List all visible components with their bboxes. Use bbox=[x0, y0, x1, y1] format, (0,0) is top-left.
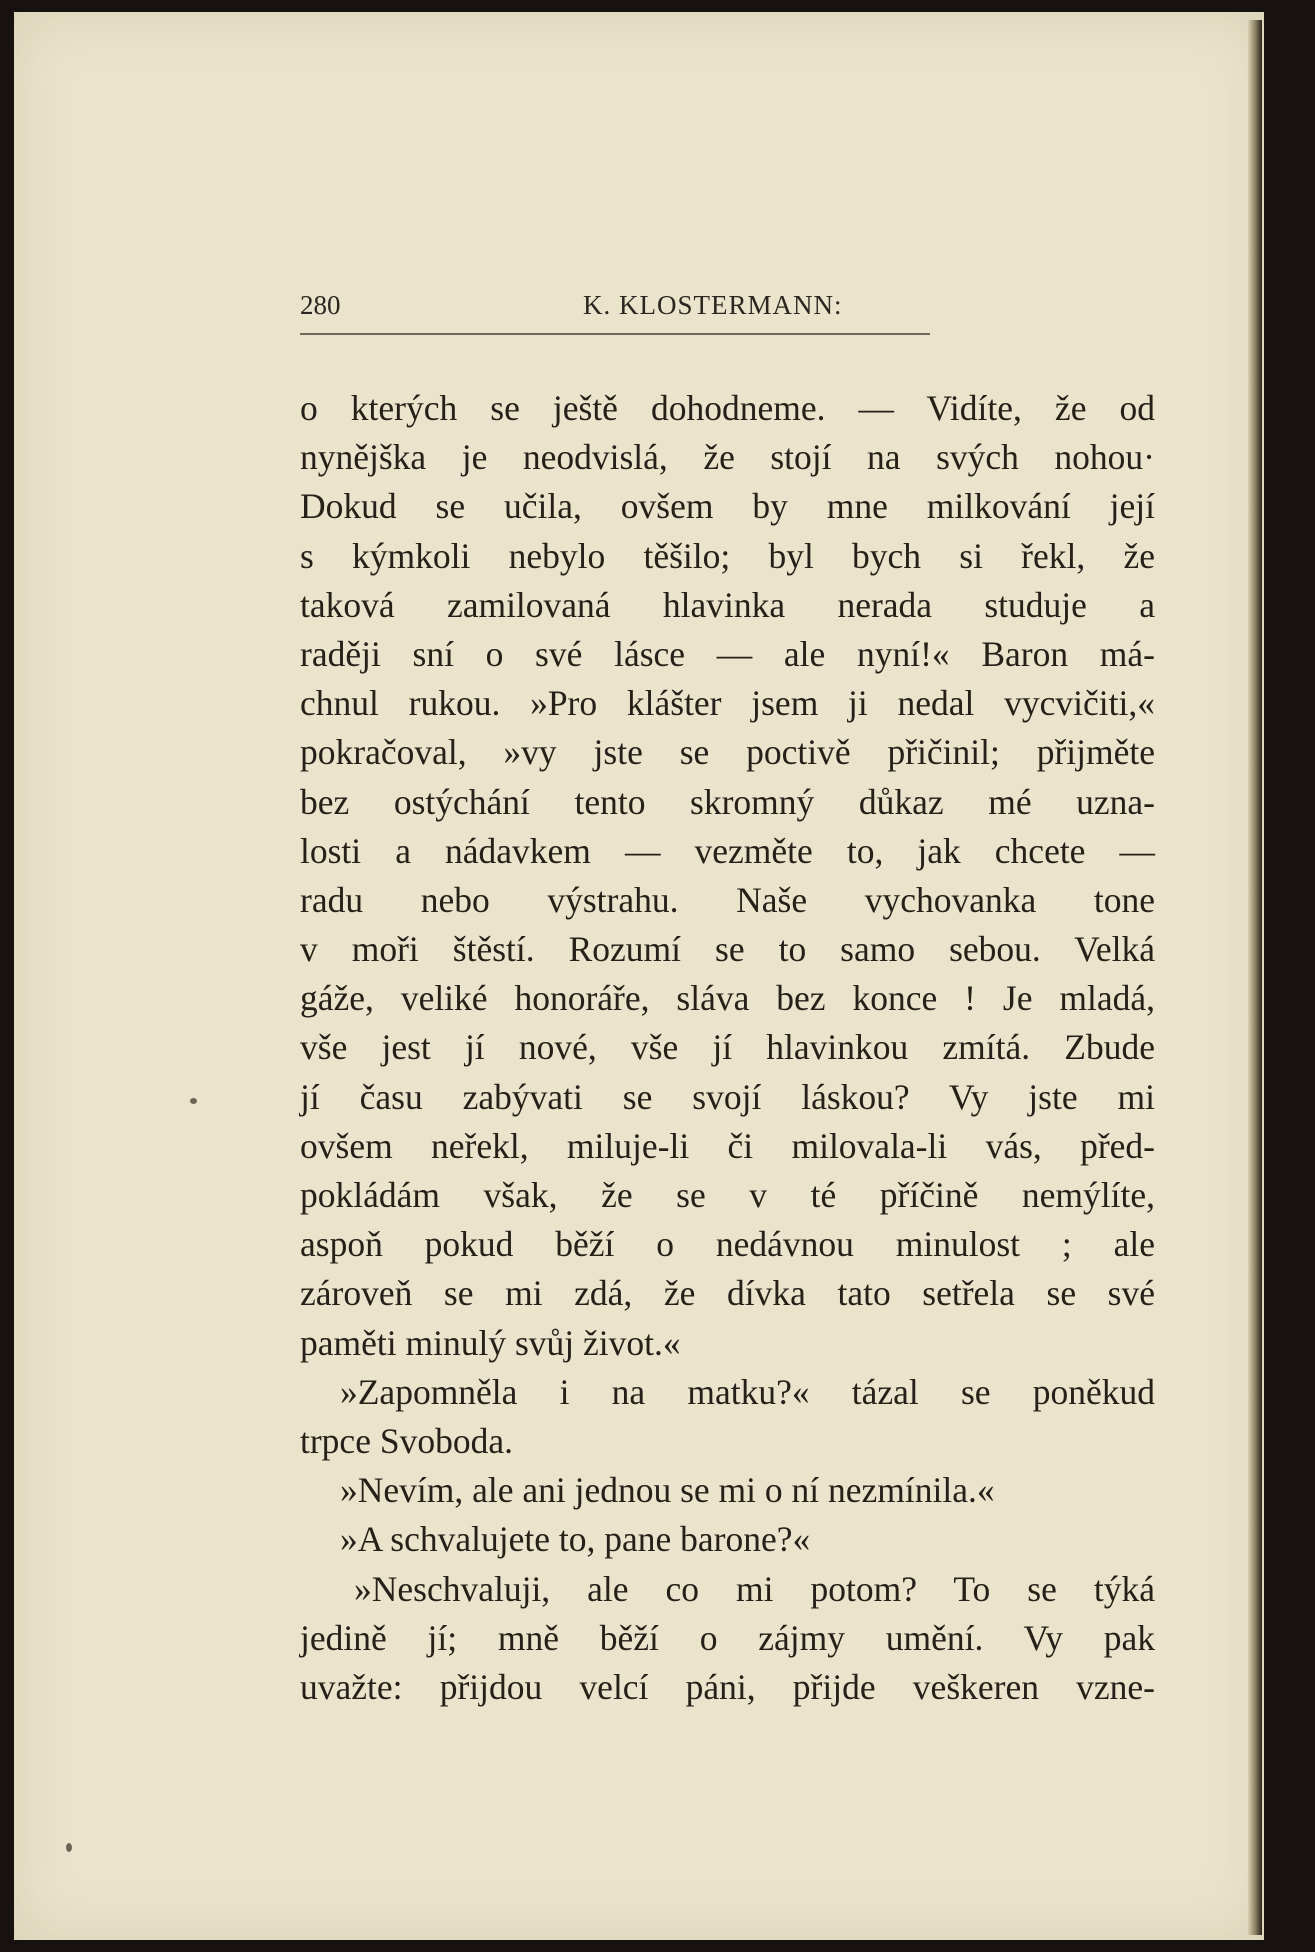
text-line: »A schvalujete to, pane barone?« bbox=[340, 1519, 811, 1560]
text-line: vše jest jí nové, vše jí hlavinkou zmítá. Zbude bbox=[300, 1027, 1155, 1068]
paper-speck bbox=[190, 1098, 197, 1104]
header-rule bbox=[300, 333, 930, 335]
text-line: nynějška je neodvislá, že stojí na svých nohou· bbox=[300, 437, 1155, 478]
text-line: zároveň se mi zdá, že dívka tato setřela se své bbox=[300, 1273, 1155, 1314]
text-line: paměti minulý svůj život.« bbox=[300, 1322, 681, 1363]
book-spine-edge bbox=[1248, 20, 1262, 1935]
text-line: uvažte: přijdou velcí páni, přijde veškeren vzne- bbox=[300, 1666, 1155, 1707]
page-number: 280 bbox=[300, 290, 341, 320]
text-line: trpce Svoboda. bbox=[300, 1420, 513, 1461]
text-line: losti a nádavkem — vezměte to, jak chcete — bbox=[300, 830, 1155, 871]
text-line: aspoň pokud běží o nedávnou minulost ; ale bbox=[300, 1224, 1155, 1265]
running-header bbox=[300, 290, 930, 330]
text-line: v moři štěstí. Rozumí se to samo sebou. Velká bbox=[300, 929, 1155, 970]
text-line: ovšem neřekl, miluje-li či milovala-li vás, před- bbox=[300, 1125, 1155, 1166]
text-line: raději sní o své lásce — ale nyní!« Baron má- bbox=[300, 633, 1155, 674]
text-line: jí času zabývati se svojí láskou? Vy jste mi bbox=[300, 1076, 1155, 1117]
text-line: pokračoval, »vy jste se poctivě přičinil; přijměte bbox=[300, 732, 1155, 773]
text-line: »Zapomněla i na matku?« tázal se poněkud bbox=[340, 1371, 1155, 1412]
text-line: chnul rukou. »Pro klášter jsem ji nedal vycvičiti,« bbox=[300, 683, 1155, 724]
text-line: taková zamilovaná hlavinka nerada studuje a bbox=[300, 584, 1155, 625]
text-line: Dokud se učila, ovšem by mne milkování její bbox=[300, 486, 1155, 527]
running-title: K. KLOSTERMANN: bbox=[583, 290, 843, 320]
text-line: »Nevím, ale ani jednou se mi o ní nezmínila.« bbox=[340, 1470, 995, 1511]
text-line: »Neschvaluji, ale co mi potom? To se týká bbox=[354, 1568, 1155, 1609]
text-line: s kýmkoli nebylo těšilo; byl bych si řekl, že bbox=[300, 535, 1155, 576]
text-line: gáže, veliké honoráře, sláva bez konce ! Je mladá, bbox=[300, 978, 1155, 1019]
paper-speck bbox=[66, 1843, 72, 1852]
text-line: o kterých se ještě dohodneme. — Vidíte, že od bbox=[300, 388, 1155, 428]
text-line: pokládám však, že se v té příčině nemýlíte, bbox=[300, 1175, 1155, 1215]
body-text bbox=[300, 384, 1155, 1712]
text-line: radu nebo výstrahu. Naše vychovanka tone bbox=[300, 879, 1155, 920]
text-line: bez ostýchání tento skromný důkaz mé uzna- bbox=[300, 781, 1155, 822]
text-line: jedině jí; mně běží o zájmy umění. Vy pak bbox=[300, 1617, 1155, 1658]
